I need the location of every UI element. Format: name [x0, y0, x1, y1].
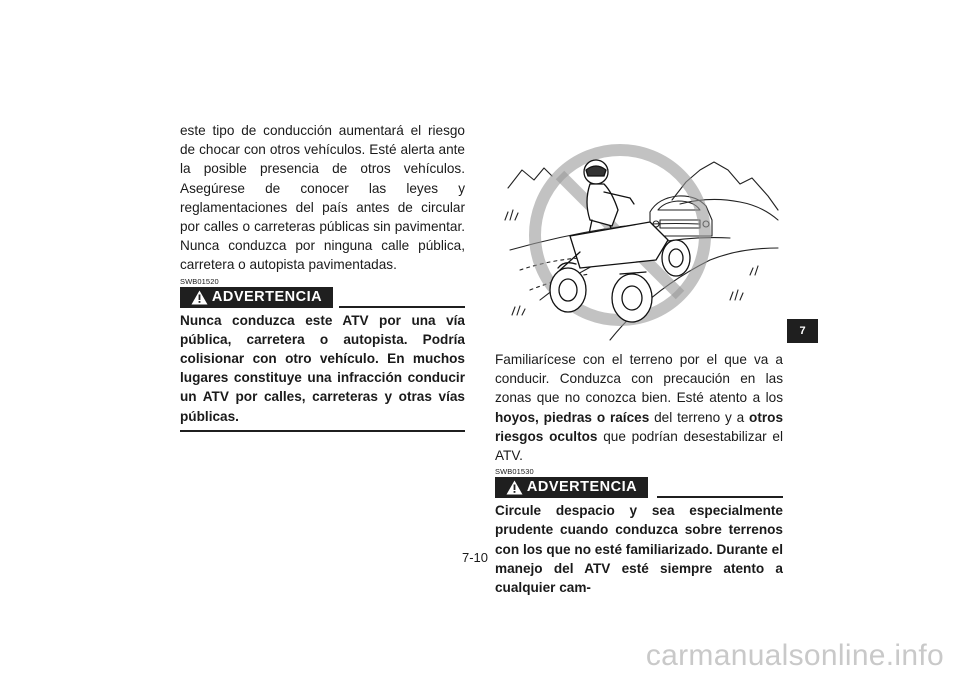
- warning-text: Circule despacio y sea especialmente prudente cuando conduzca sobre terrenos con los que no esté familiarizado. Durante el manejo del ATV esté siempre atento a cualquier cam-: [495, 503, 783, 596]
- right-paragraph: [495, 350, 783, 465]
- atv-rider-illustration: [500, 140, 783, 345]
- warning-rule: [657, 496, 783, 498]
- warning-triangle-icon: [191, 290, 208, 305]
- right-column: [495, 350, 783, 597]
- left-paragraph: este tipo de conducción aumentará el riesgo de chocar con otros vehículos. Esté alerta ante la posible presencia de otros vehículos. Asegúrese de conocer las leyes y reglamentaciones del país antes de circular por calles o carreteras públicas sin pavimentar. Nunca conduzca por ninguna calle pública, carretera o autopista pavimentadas.: [180, 123, 465, 273]
- page-number: 7-10: [462, 550, 489, 565]
- right-paragraph-part-c: del terreno y a: [654, 409, 745, 425]
- warning-label: ADVERTENCIA: [211, 288, 323, 305]
- watermark: carmanualsonline.info: [645, 639, 944, 672]
- right-paragraph-part-e: que podrían desestabilizar el ATV.: [495, 428, 784, 464]
- warning-badge: [495, 477, 648, 498]
- chapter-tab: 7: [787, 319, 818, 343]
- warning-rule: [339, 306, 465, 308]
- warning-triangle-icon: [506, 480, 523, 495]
- warning-header: [495, 477, 783, 499]
- right-paragraph-emphasis-1: hoyos, piedras o raíces: [495, 409, 650, 425]
- left-column: [180, 121, 465, 432]
- warning-badge: [180, 287, 333, 308]
- warning-label: ADVERTENCIA: [526, 479, 638, 496]
- warning-text: Nunca conduzca este ATV por una vía pública, carretera o autopista. Podría colisionar con otro vehículo. En muchos lugares constituye una infracción conducir un ATV por calles, carreteras y otras vías públicas.: [180, 312, 465, 424]
- right-paragraph-part-a: Familiarícese con el terreno por el que va a conducir. Conduzca con precaución en las zonas que no conozca bien. Esté atento a los: [495, 352, 783, 406]
- warning-end-rule: [180, 430, 465, 432]
- right-paragraph-emphasis-2: otros riesgos ocultos: [495, 409, 784, 444]
- warning-code: SWB01530: [495, 467, 534, 477]
- warning-code: SWB01520: [180, 276, 219, 286]
- warning-header: [180, 287, 465, 309]
